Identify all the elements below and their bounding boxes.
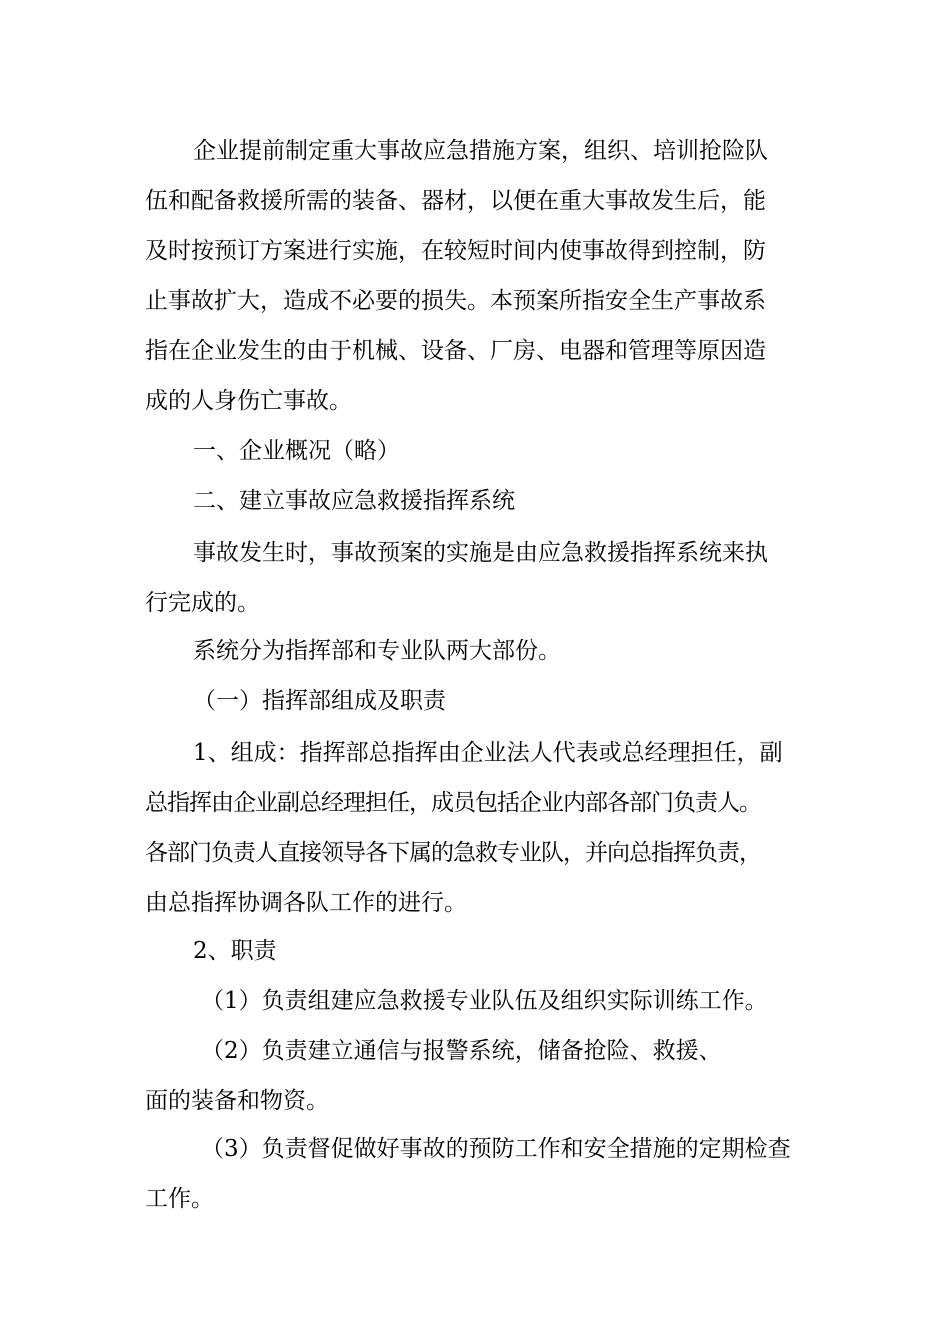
text-line: 企业提前制定重大事故应急措施方案，组织、培训抢险队 [193, 138, 768, 164]
paragraph-implementation [145, 528, 805, 628]
paragraph-system-parts [145, 626, 805, 676]
text-line: 面的装备和物资。 [145, 1088, 329, 1114]
text-line: 止事故扩大，造成不必要的损失。本预案所指安全生产事故系 [145, 288, 766, 314]
text-line: 及时按预订方案进行实施，在较短时间内使事故得到控制，防 [145, 238, 766, 264]
text-line: 伍和配备救援所需的装备、器材，以便在重大事故发生后，能 [145, 188, 766, 214]
text-line: 成的人身伤亡事故。 [145, 388, 352, 414]
text-line: 系统分为指挥部和专业队两大部份。 [193, 638, 561, 664]
text-line: 工作。 [145, 1186, 214, 1212]
duty-item-2 [145, 1026, 805, 1126]
heading-company-overview [145, 426, 805, 476]
text-line: （2）负责建立通信与报警系统，储备抢险、救援、 [201, 1038, 722, 1064]
text-line: 指在企业发生的由于机械、设备、厂房、电器和管理等原因造 [145, 338, 766, 364]
text-line: （3）负责督促做好事故的预防工作和安全措施的定期检查 [201, 1136, 791, 1162]
section-heading: （一）指挥部组成及职责 [193, 688, 446, 714]
heading-command-composition [145, 676, 805, 726]
text-line: 1、组成：指挥部总指挥由企业法人代表或总经理担任，副 [193, 740, 783, 766]
text-line: 由总指挥协调各队工作的进行。 [145, 890, 467, 916]
text-line: 各部门负责人直接领导各下属的急救专业队，并向总指挥负责， [145, 840, 761, 866]
duty-item-1 [145, 976, 805, 1026]
text-line: （1）负责组建应急救援专业队伍及组织实际训练工作。 [201, 988, 768, 1014]
text-line: 总指挥由企业副总经理担任，成员包括企业内部各部门负责人。 [145, 790, 761, 816]
duty-item-3 [145, 1124, 805, 1224]
paragraph-intro [145, 126, 805, 426]
section-heading: 二、建立事故应急救援指挥系统 [193, 488, 515, 514]
paragraph-composition [145, 728, 805, 928]
section-heading: 一、企业概况（略） [193, 438, 400, 464]
text-line: 事故发生时，事故预案的实施是由应急救援指挥系统来执 [193, 540, 768, 566]
heading-command-system [145, 476, 805, 526]
section-heading: 2、职责 [193, 938, 277, 964]
heading-duties [145, 926, 805, 976]
text-line: 行完成的。 [145, 590, 260, 616]
